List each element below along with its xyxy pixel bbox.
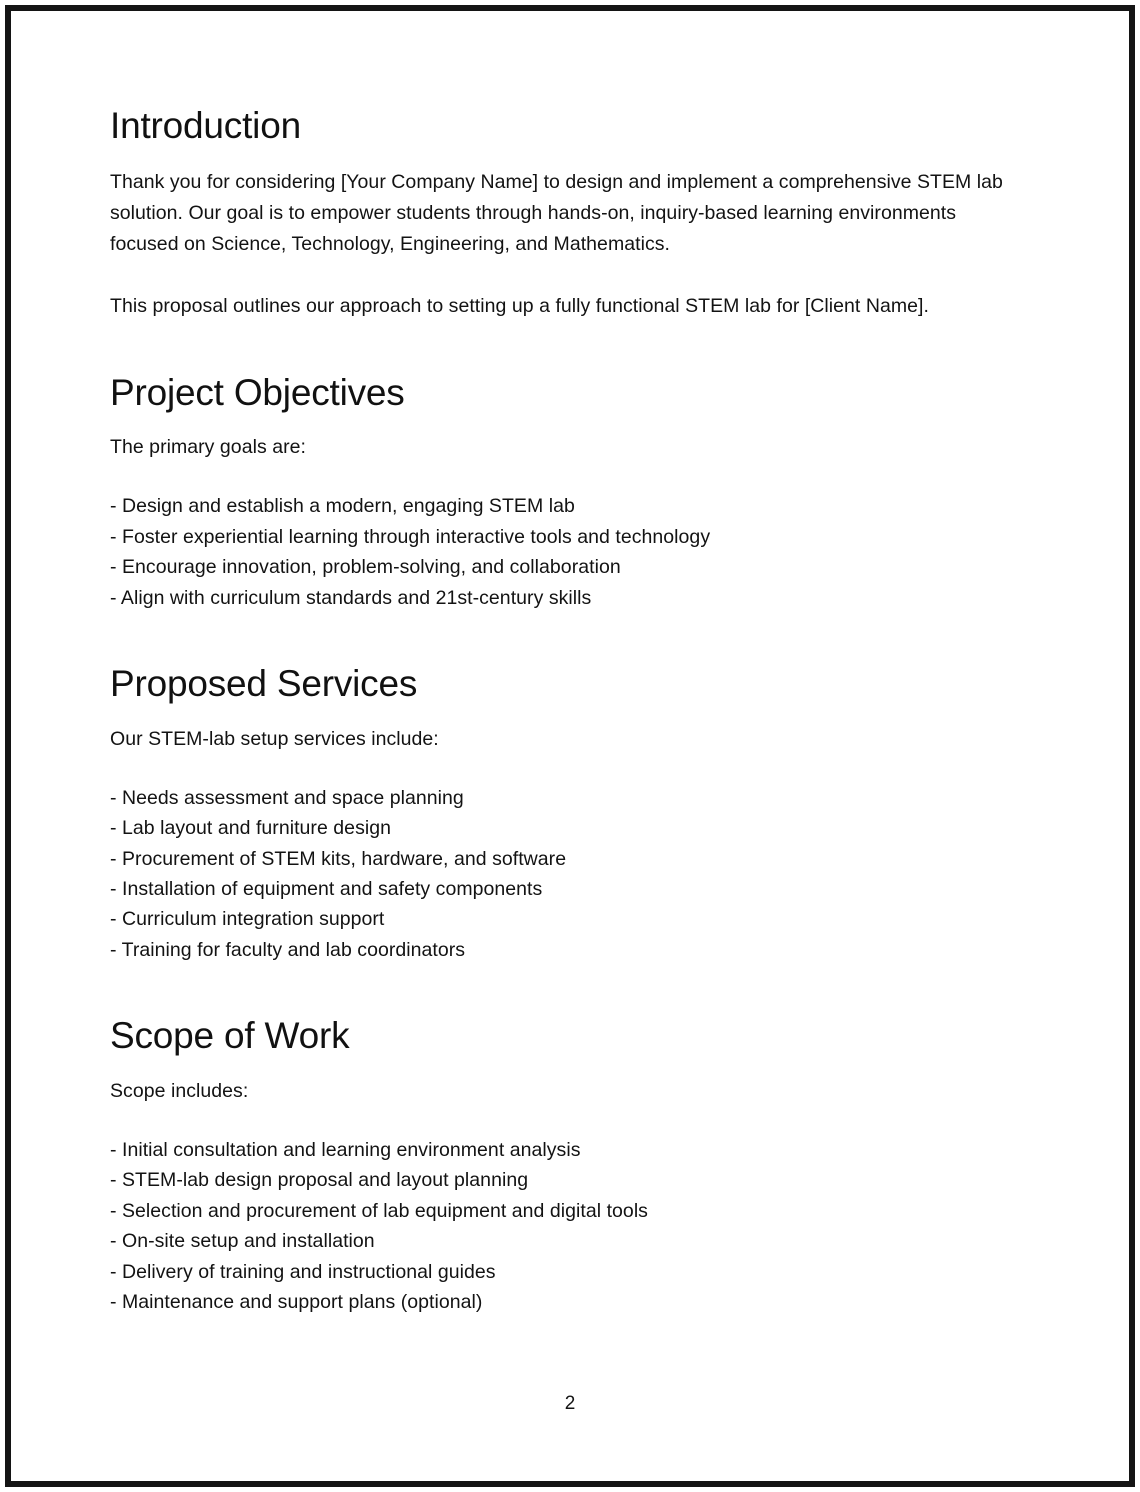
list-item: - Foster experiential learning through interactive tools and technology [110,525,711,548]
introduction-paragraph-2: This proposal outlines our approach to setting up a fully functional STEM lab for [Client Name]. [110,294,929,317]
list-item: - Initial consultation and learning environment analysis [110,1139,581,1161]
section-heading-proposed-services: Proposed Services [110,663,418,705]
section-heading-scope-of-work: Scope of Work [110,1015,350,1057]
section-heading-project-objectives: Project Objectives [110,371,405,413]
list-item: - Delivery of training and instructional guides [110,1260,496,1283]
list-item: - Needs assessment and space planning [110,786,464,809]
list-item: - STEM-lab design proposal and layout planning [110,1169,529,1192]
list-item: - Design and establish a modern, engaging STEM lab [110,495,575,518]
list-item: - Align with curriculum standards and 21st-century skills [110,586,592,609]
page-number-footer: 2 [564,1393,576,1414]
list-item: - Procurement of STEM kits, hardware, and software [110,847,567,870]
list-item: - Curriculum integration support [110,908,385,931]
introduction-paragraph-1: Thank you for considering [Your Company Name] to design and implement a comprehensive STEM lab solution. Our goal is to empower students through hands-on, inquiry-based learning environments focused on Science, Technology, Engineering, and Mathematics. [110,170,1003,255]
list-item: - Maintenance and support plans (optional) [110,1291,483,1314]
project-objectives-list [110,491,1029,613]
proposed-services-list [110,783,1029,965]
proposed-services-lead-in: Our STEM-lab setup services include: [110,727,439,750]
section-scope-of-work [110,1017,1029,1317]
list-item: - On-site setup and installation [110,1230,375,1253]
section-project-objectives [110,371,1029,613]
list-item: - Lab layout and furniture design [110,817,392,840]
scope-of-work-list [110,1135,1029,1317]
page-title: Introduction [110,105,301,146]
project-objectives-lead-in: The primary goals are: [110,436,306,459]
list-item: - Training for faculty and lab coordinators [110,938,466,961]
section-proposed-services [110,665,1029,965]
list-item: - Encourage innovation, problem-solving, and collaboration [110,556,621,579]
list-item: - Installation of equipment and safety components [110,878,543,901]
page-content [11,11,1129,1481]
list-item: - Selection and procurement of lab equipment and digital tools [110,1199,648,1222]
scope-of-work-lead-in: Scope includes: [110,1080,249,1102]
page-border-frame [5,5,1135,1487]
